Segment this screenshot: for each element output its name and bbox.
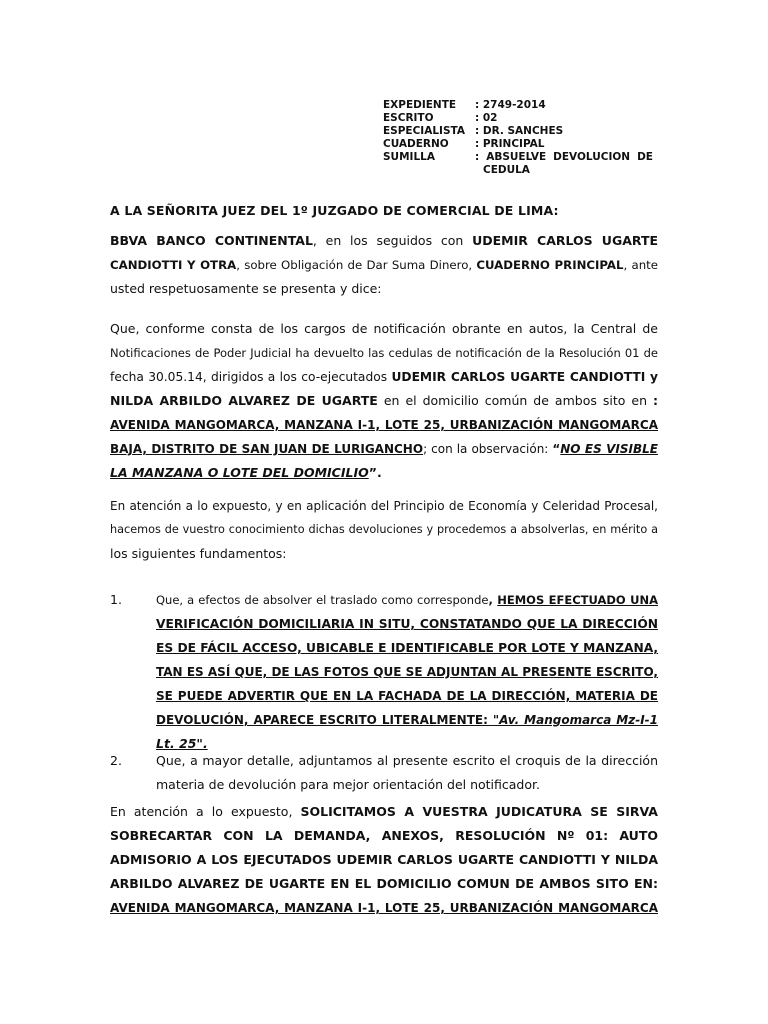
text-run: , sobre Obligación de Dar Suma Dinero,: [236, 258, 477, 272]
defendant-name: NILDA ARBILDO ALVAREZ DE UGARTE: [110, 393, 378, 408]
text-run: fecha 30.05.14, dirigidos a los co-ejecutados: [110, 370, 392, 384]
expediente-label: EXPEDIENTE: [383, 99, 457, 111]
item-body: [156, 749, 658, 797]
request-line: SOBRECARTAR CON LA DEMANDA, ANEXOS, RESOLUCIÓN Nº 01: AUTO: [110, 828, 658, 843]
expediente-value: : 2749-2014: [475, 99, 546, 111]
sumilla-value: [475, 151, 653, 164]
quote-mark: ”.: [368, 465, 382, 480]
text-line: [110, 800, 658, 824]
header-row-expediente: [383, 99, 653, 112]
text-run: , ante: [623, 258, 658, 272]
text-line: materia de devolución para mejor orientación del notificador.: [156, 777, 540, 792]
address-line: AVENIDA MANGOMARCA, MANZANA I-1, LOTE 25, URBANIZACIÓN MANGOMARCA: [110, 418, 658, 432]
text-line: los siguientes fundamentos:: [110, 546, 287, 561]
observation-text: NO ES VISIBLE: [560, 442, 658, 456]
sumilla-label: SUMILLA: [383, 151, 435, 163]
cuaderno-ref: CUADERNO PRINCIPAL: [476, 258, 624, 272]
escrito-value: : 02: [475, 112, 498, 124]
item-body: [156, 588, 658, 756]
address-line: BAJA, DISTRITO DE SAN JUAN DE LURIGANCHO: [110, 442, 424, 456]
text-line: [110, 365, 658, 389]
request-line: ARBILDO ALVAREZ DE UGARTE EN EL DOMICILIO COMUN DE AMBOS SITO EN:: [110, 876, 658, 891]
request-line: ADMISORIO A LOS EJECUTADOS UDEMIR CARLOS UGARTE CANDIOTTI Y NILDA: [110, 852, 658, 867]
item-number: 2.: [110, 753, 122, 768]
text-line: [156, 708, 658, 732]
text-line: [110, 229, 658, 253]
text-line: [156, 588, 658, 612]
quoted-address: "Av. Mangomarca Mz-I-1: [492, 713, 658, 727]
quote-mark: “: [552, 442, 561, 456]
emphasis-text: DEVOLUCIÓN, APARECE ESCRITO LITERALMENTE:: [156, 713, 493, 727]
sumilla-word: DE: [637, 151, 653, 163]
sumilla-continuation: CEDULA: [483, 164, 530, 176]
text-line: Notificaciones de Poder Judicial ha devuelto las cedulas de notificación de la Resolución 01 de: [110, 346, 658, 360]
request-text: SOLICITAMOS A VUESTRA JUDICATURA SE SIRVA: [300, 804, 658, 819]
text-line: Que, conforme consta de los cargos de notificación obrante en autos, la Central de: [110, 321, 658, 336]
text-line: En atención a lo expuesto, y en aplicación del Principio de Economía y Celeridad Procesal,: [110, 499, 658, 513]
header-row-sumilla: [383, 151, 653, 164]
emphasis-text: HEMOS EFECTUADO UNA: [497, 593, 658, 607]
text-line: [110, 461, 658, 485]
case-header: [383, 99, 653, 177]
sumilla-word: ABSUELVE: [486, 151, 547, 163]
notification-paragraph: [110, 317, 658, 485]
text-run: ; con la observación:: [423, 442, 553, 456]
text-run: ,: [488, 593, 498, 607]
text-run: , en los seguidos con: [312, 233, 473, 248]
text-run: usted respetuosamente se presenta y dice:: [110, 281, 382, 296]
emphasis-line: TAN ES ASÍ QUE, DE LAS FOTOS QUE SE ADJUNTAN AL PRESENTE ESCRITO,: [156, 665, 658, 679]
sumilla-word: :: [475, 151, 480, 163]
addressee-heading: A LA SEÑORITA JUEZ DEL 1º JUZGADO DE COMERCIAL DE LIMA:: [110, 203, 559, 218]
defendant-name: UDEMIR CARLOS UGARTE CANDIOTTI y: [391, 370, 658, 384]
text-run: Que, a efectos de absolver el traslado como corresponde: [156, 593, 489, 607]
quoted-address: Lt. 25".: [156, 736, 208, 751]
header-row-especialista: [383, 125, 653, 138]
especialista-label: ESPECIALISTA: [383, 125, 465, 137]
header-row-cuaderno: [383, 138, 653, 151]
intro-paragraph: [110, 229, 658, 301]
text-line: [110, 389, 658, 413]
escrito-label: ESCRITO: [383, 112, 434, 124]
request-paragraph: [110, 800, 658, 920]
observation-text: LA MANZANA O LOTE DEL DOMICILIO: [110, 465, 369, 480]
emphasis-line: VERIFICACIÓN DOMICILIARIA IN SITU, CONSTATANDO QUE LA DIRECCIÓN: [156, 617, 658, 631]
parties-name: UDEMIR CARLOS UGARTE: [472, 233, 659, 248]
principle-paragraph: [110, 494, 658, 566]
text-line: [110, 437, 658, 461]
bank-name: BBVA BANCO CONTINENTAL: [110, 233, 313, 248]
text-line: [110, 253, 658, 277]
cuaderno-value: : PRINCIPAL: [475, 138, 545, 150]
emphasis-line: ES DE FÁCIL ACCESO, UBICABLE E IDENTIFICABLE POR LOTE Y MANZANA,: [156, 641, 659, 655]
text-run: en el domicilio común de ambos sito en: [377, 393, 653, 408]
parties-name: CANDIOTTI Y OTRA: [110, 258, 237, 272]
text-line: hacemos de vuestro conocimiento dichas devoluciones y procedemos a absolverlas, en mérito a: [110, 523, 658, 536]
text-line: Que, a mayor detalle, adjuntamos al presente escrito el croquis de la dirección: [156, 753, 658, 768]
cuaderno-label: CUADERNO: [383, 138, 449, 150]
especialista-value: : DR. SANCHES: [475, 125, 564, 137]
sumilla-word: DEVOLUCION: [553, 151, 631, 163]
address-line: AVENIDA MANGOMARCA, MANZANA I-1, LOTE 25, URBANIZACIÓN MANGOMARCA: [110, 901, 658, 915]
text-run: :: [653, 393, 658, 408]
text-run: En atención a lo expuesto,: [110, 804, 301, 819]
item-number: 1.: [110, 592, 122, 607]
text-line: [110, 277, 658, 301]
emphasis-line: SE PUEDE ADVERTIR QUE EN LA FACHADA DE LA DIRECCIÓN, MATERIA DE: [156, 689, 658, 703]
header-row-escrito: [383, 112, 653, 125]
